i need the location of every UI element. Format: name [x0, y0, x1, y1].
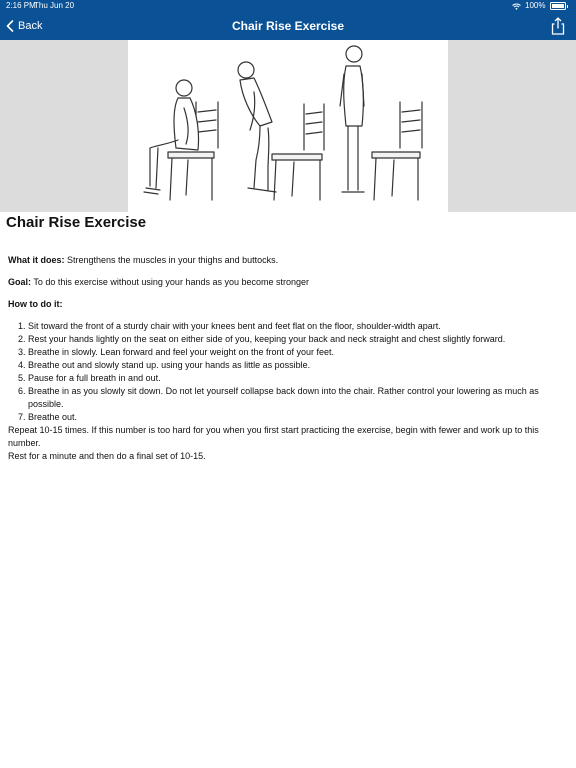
step-item: 1. Sit toward the front of a sturdy chair with your knees bent and feet flat on the floor, shoulder-width apart. [28, 320, 568, 333]
nav-title: Chair Rise Exercise [231, 19, 345, 33]
status-right [512, 0, 568, 12]
battery-tip [567, 5, 569, 8]
how-label: How to do it: [8, 299, 63, 309]
exercise-illustration-area [0, 40, 576, 212]
status-time: 2:16 PM [6, 1, 36, 10]
rising-figure [238, 62, 324, 200]
how-to-heading [8, 298, 568, 311]
step-item: 5. Pause for a full breath in and out. [28, 372, 568, 385]
top-bar [0, 0, 576, 40]
battery-icon [550, 2, 566, 10]
what-it-does [8, 254, 568, 267]
goal-label: Goal: [8, 277, 32, 287]
step-item: 7. Breathe out. [28, 411, 568, 424]
step-item: 2. Rest your hands lightly on the seat on either side of you, keeping your back and neck straight and chest slightly forward. [28, 333, 568, 346]
status-date: Thu Jun 20 [34, 1, 75, 10]
goal [8, 276, 568, 289]
seated-figure [144, 80, 218, 200]
step-item: 6. Breathe in as you slowly sit down. Do not let yourself collapse back down into the chair. Rather control your lowering as much as possible. [28, 385, 568, 411]
chair-rise-illustration [128, 40, 448, 212]
exercise-instructions [8, 254, 568, 463]
rest-text: Rest for a minute and then do a final set of 10-15. [8, 451, 206, 461]
step-item: 4. Breathe out and slowly stand up. using your hands as little as possible. [28, 359, 568, 372]
standing-figure [340, 46, 422, 200]
repeat-text: Repeat 10-15 times. If this number is too hard for you when you first start practicing the exercise, begin with fewer and work up to this number. [8, 425, 539, 448]
wifi-icon [512, 3, 521, 10]
page-title: Chair Rise Exercise [6, 214, 147, 231]
what-label: What it does: [8, 255, 65, 265]
battery-percent: 100% [525, 1, 546, 10]
what-text: Strengthens the muscles in your thighs and buttocks. [67, 255, 279, 265]
steps-list [8, 320, 568, 424]
back-label: Back [18, 20, 43, 32]
step-item: 3. Breathe in slowly. Lean forward and feel your weight on the front of your feet. [28, 346, 568, 359]
status-bar [0, 0, 576, 12]
goal-text: To do this exercise without using your hands as you become stronger [33, 277, 310, 287]
share-icon[interactable] [548, 16, 568, 36]
exercise-illustration [128, 40, 448, 212]
navigation-bar [0, 12, 576, 40]
